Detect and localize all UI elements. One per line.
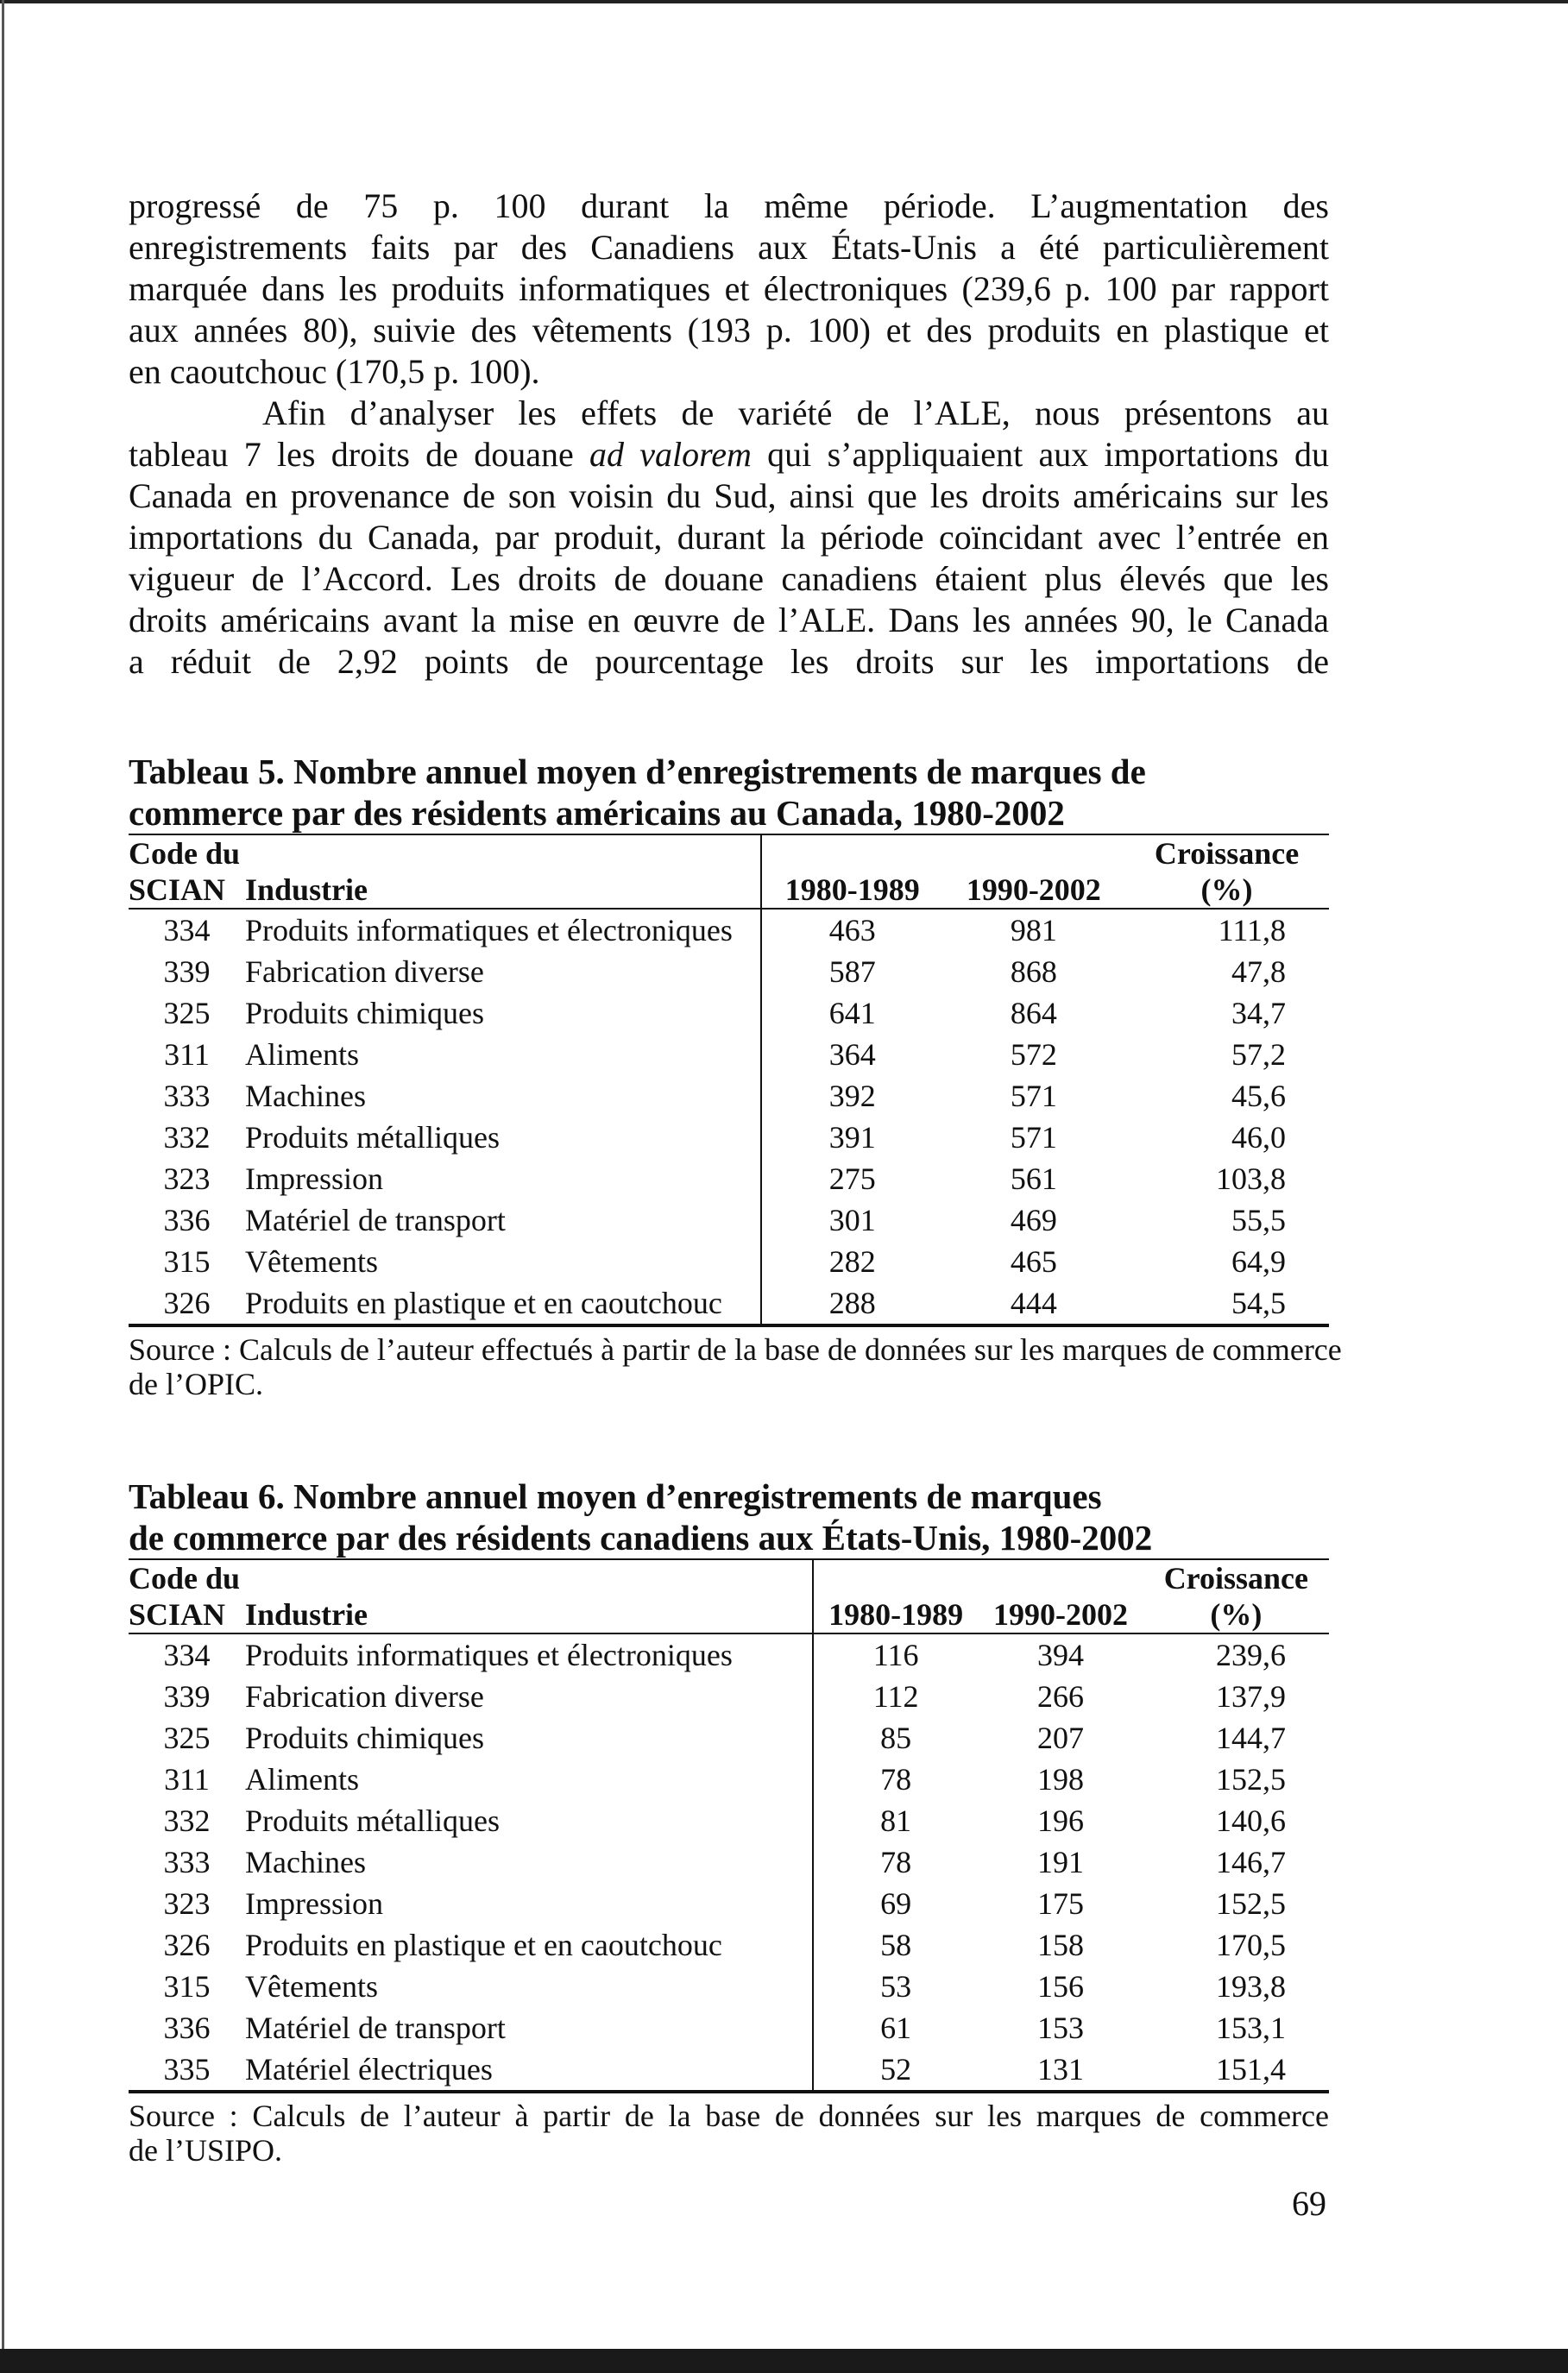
text-line: Afin d’analyser les effets de variété de l’ALE, nous présentons au bbox=[262, 393, 1329, 432]
table-row bbox=[129, 1241, 1329, 1282]
cell-growth: 103,8 bbox=[1216, 1161, 1286, 1196]
header-industry: Industrie bbox=[245, 1596, 813, 1633]
table-title: de commerce par des résidents canadiens aux États-Unis, 1980-2002 bbox=[129, 1518, 1153, 1558]
table-row bbox=[129, 1883, 1329, 1924]
cell-growth: 47,8 bbox=[1231, 954, 1286, 989]
table-row bbox=[129, 1924, 1329, 1966]
paragraph-2 bbox=[129, 393, 1329, 683]
table-row bbox=[129, 1717, 1329, 1759]
text-line: aux années 80), suivie des vêtements (193 p. 100) et des produits en plastique et bbox=[129, 311, 1329, 349]
cell-industry: Machines bbox=[245, 1075, 761, 1117]
text-line bbox=[129, 434, 1329, 475]
cell-period-2: 864 bbox=[1010, 996, 1057, 1030]
cell-period-1: 301 bbox=[828, 1203, 876, 1237]
divider bbox=[129, 2090, 1329, 2093]
table-title: commerce par des résidents américains au Canada, 1980-2002 bbox=[129, 793, 1065, 833]
text-segment: qui s’appliquaient aux importations du bbox=[751, 435, 1329, 474]
cell-growth: 193,8 bbox=[1216, 1969, 1286, 2004]
cell-industry: Produits chimiques bbox=[245, 992, 761, 1034]
cell-code: 334 bbox=[163, 913, 211, 947]
text-line: a réduit de 2,92 points de pourcentage les droits sur les importations de bbox=[129, 642, 1329, 681]
table-row bbox=[129, 1282, 1329, 1324]
cell-code: 326 bbox=[163, 1928, 211, 1962]
cell-industry: Produits informatiques et électroniques bbox=[245, 909, 761, 951]
italic-term: ad valorem bbox=[589, 435, 752, 474]
cell-industry: Matériel électriques bbox=[245, 2049, 813, 2090]
text-segment: tableau 7 les droits de douane bbox=[129, 435, 590, 474]
cell-period-1: 641 bbox=[828, 996, 876, 1030]
cell-industry: Vêtements bbox=[245, 1241, 761, 1282]
cell-period-2: 153 bbox=[1037, 2011, 1085, 2045]
cell-period-2: 572 bbox=[1010, 1037, 1057, 1072]
cell-period-2: 394 bbox=[1037, 1638, 1085, 1672]
table-header-row bbox=[129, 1560, 1329, 1596]
cell-period-1: 85 bbox=[880, 1721, 912, 1755]
text-line: enregistrements faits par des Canadiens aux États-Unis a été particulièrement bbox=[129, 228, 1329, 267]
cell-growth: 111,8 bbox=[1218, 913, 1286, 947]
cell-industry: Matériel de transport bbox=[245, 2007, 813, 2049]
cell-period-1: 288 bbox=[828, 1286, 876, 1320]
cell-growth: 146,7 bbox=[1216, 1845, 1286, 1879]
cell-period-1: 587 bbox=[828, 954, 876, 989]
table-header-row bbox=[129, 835, 1329, 872]
cell-period-2: 158 bbox=[1037, 1928, 1085, 1962]
cell-growth: 152,5 bbox=[1216, 1762, 1286, 1797]
cell-period-2: 868 bbox=[1010, 954, 1057, 989]
table-row bbox=[129, 2049, 1329, 2090]
cell-period-2: 981 bbox=[1010, 913, 1057, 947]
table-row bbox=[129, 1199, 1329, 1241]
header-growth: Croissance bbox=[1154, 836, 1300, 871]
cell-industry: Matériel de transport bbox=[245, 1199, 761, 1241]
table-row bbox=[129, 951, 1329, 992]
cell-period-2: 444 bbox=[1010, 1286, 1057, 1320]
text-line: en caoutchouc (170,5 p. 100). bbox=[129, 352, 540, 391]
cell-period-1: 69 bbox=[880, 1886, 912, 1921]
source-line: Source : Calculs de l’auteur à partir de la base de données sur les marques de commerce bbox=[129, 2099, 1329, 2133]
table-row bbox=[129, 1158, 1329, 1199]
text-line: importations du Canada, par produit, durant la période coïncidant avec l’entrée en bbox=[129, 518, 1329, 557]
header-period-1: 1980-1989 bbox=[828, 1597, 964, 1632]
cell-period-2: 469 bbox=[1010, 1203, 1057, 1237]
cell-period-2: 571 bbox=[1010, 1079, 1057, 1113]
cell-period-1: 53 bbox=[880, 1969, 912, 2004]
cell-growth: 54,5 bbox=[1231, 1286, 1286, 1320]
header-code: SCIAN bbox=[129, 1597, 226, 1632]
cell-growth: 55,5 bbox=[1231, 1203, 1286, 1237]
cell-period-2: 175 bbox=[1037, 1886, 1085, 1921]
cell-period-1: 61 bbox=[880, 2011, 912, 2045]
cell-period-2: 465 bbox=[1010, 1244, 1057, 1279]
source-line: Source : Calculs de l’auteur effectués à partir de la base de données sur les marques de commerce bbox=[129, 1332, 1342, 1367]
table-row bbox=[129, 1759, 1329, 1800]
cell-industry: Aliments bbox=[245, 1759, 813, 1800]
cell-code: 334 bbox=[163, 1638, 211, 1672]
cell-industry: Impression bbox=[245, 1883, 813, 1924]
table-title: Tableau 6. Nombre annuel moyen d’enregistrements de marques bbox=[129, 1476, 1102, 1516]
table-row bbox=[129, 1075, 1329, 1117]
cell-industry: Machines bbox=[245, 1841, 813, 1883]
text-line: marquée dans les produits informatiques et électroniques (239,6 p. 100 par rapport bbox=[129, 269, 1329, 308]
header-growth: (%) bbox=[1210, 1597, 1263, 1632]
scan-edge-bottom bbox=[0, 2349, 1568, 2373]
cell-period-1: 275 bbox=[828, 1161, 876, 1196]
cell-growth: 170,5 bbox=[1216, 1928, 1286, 1962]
cell-industry: Fabrication diverse bbox=[245, 1676, 813, 1717]
text-line: vigueur de l’Accord. Les droits de douane canadiens étaient plus élevés que les bbox=[129, 559, 1329, 598]
cell-code: 336 bbox=[163, 2011, 211, 2045]
table-row bbox=[129, 2007, 1329, 2049]
table-source bbox=[129, 2099, 1329, 2168]
cell-code: 339 bbox=[163, 954, 211, 989]
cell-period-1: 463 bbox=[828, 913, 876, 947]
header-growth: (%) bbox=[1200, 872, 1253, 907]
cell-period-2: 207 bbox=[1037, 1721, 1085, 1755]
cell-period-1: 282 bbox=[828, 1244, 876, 1279]
cell-code: 323 bbox=[163, 1886, 211, 1921]
cell-growth: 151,4 bbox=[1216, 2052, 1286, 2087]
cell-period-1: 81 bbox=[880, 1803, 912, 1838]
cell-period-2: 196 bbox=[1037, 1803, 1085, 1838]
header-growth: Croissance bbox=[1163, 1561, 1309, 1596]
cell-growth: 64,9 bbox=[1231, 1244, 1286, 1279]
cell-period-2: 266 bbox=[1037, 1679, 1085, 1714]
data-table bbox=[129, 1560, 1329, 2090]
scan-edge-top bbox=[0, 0, 1568, 3]
cell-growth: 144,7 bbox=[1216, 1721, 1286, 1755]
cell-period-1: 58 bbox=[880, 1928, 912, 1962]
cell-code: 315 bbox=[163, 1969, 211, 2004]
cell-period-2: 561 bbox=[1010, 1161, 1057, 1196]
table-header-row bbox=[129, 1596, 1329, 1633]
cell-growth: 34,7 bbox=[1231, 996, 1286, 1030]
data-table bbox=[129, 835, 1329, 1324]
cell-growth: 57,2 bbox=[1231, 1037, 1286, 1072]
cell-code: 323 bbox=[163, 1161, 211, 1196]
table-row bbox=[129, 1633, 1329, 1676]
table-row bbox=[129, 1676, 1329, 1717]
cell-period-1: 78 bbox=[880, 1845, 912, 1879]
divider bbox=[129, 1324, 1329, 1327]
cell-growth: 140,6 bbox=[1216, 1803, 1286, 1838]
header-industry: Industrie bbox=[245, 872, 761, 909]
cell-code: 332 bbox=[163, 1803, 211, 1838]
table-5 bbox=[129, 751, 1342, 1401]
table-title: Tableau 5. Nombre annuel moyen d’enregistrements de marques de bbox=[129, 752, 1146, 791]
cell-period-1: 391 bbox=[828, 1120, 876, 1155]
cell-growth: 46,0 bbox=[1231, 1120, 1286, 1155]
cell-growth: 137,9 bbox=[1216, 1679, 1286, 1714]
table-header-row bbox=[129, 872, 1329, 909]
cell-code: 325 bbox=[163, 1721, 211, 1755]
header-code: Code du bbox=[129, 1561, 241, 1596]
paragraph-1 bbox=[129, 186, 1329, 393]
table-row bbox=[129, 1841, 1329, 1883]
table-row bbox=[129, 992, 1329, 1034]
cell-period-1: 78 bbox=[880, 1762, 912, 1797]
source-line: de l’USIPO. bbox=[129, 2133, 282, 2168]
source-line: de l’OPIC. bbox=[129, 1367, 263, 1401]
cell-period-1: 52 bbox=[880, 2052, 912, 2087]
cell-code: 332 bbox=[163, 1120, 211, 1155]
cell-code: 339 bbox=[163, 1679, 211, 1714]
cell-period-2: 571 bbox=[1010, 1120, 1057, 1155]
cell-period-2: 191 bbox=[1037, 1845, 1085, 1879]
cell-period-2: 198 bbox=[1037, 1762, 1085, 1797]
table-row bbox=[129, 1034, 1329, 1075]
cell-industry: Vêtements bbox=[245, 1966, 813, 2007]
header-code: Code du bbox=[129, 836, 241, 871]
table-row bbox=[129, 909, 1329, 951]
text-line: droits américains avant la mise en œuvre de l’ALE. Dans les années 90, le Canada bbox=[129, 601, 1329, 639]
cell-period-2: 156 bbox=[1037, 1969, 1085, 2004]
cell-code: 315 bbox=[163, 1244, 211, 1279]
cell-period-1: 112 bbox=[872, 1679, 919, 1714]
cell-period-2: 131 bbox=[1037, 2052, 1085, 2087]
cell-period-1: 364 bbox=[828, 1037, 876, 1072]
cell-growth: 45,6 bbox=[1231, 1079, 1286, 1113]
header-period-2: 1990-2002 bbox=[993, 1597, 1129, 1632]
cell-code: 325 bbox=[163, 996, 211, 1030]
table-row bbox=[129, 1800, 1329, 1841]
text-line: progressé de 75 p. 100 durant la même période. L’augmentation des bbox=[129, 186, 1329, 225]
table-row bbox=[129, 1117, 1329, 1158]
cell-industry: Produits métalliques bbox=[245, 1800, 813, 1841]
cell-growth: 153,1 bbox=[1216, 2011, 1286, 2045]
cell-industry: Impression bbox=[245, 1158, 761, 1199]
cell-code: 336 bbox=[163, 1203, 211, 1237]
cell-code: 333 bbox=[163, 1079, 211, 1113]
header-period-1: 1980-1989 bbox=[784, 872, 920, 907]
cell-code: 335 bbox=[163, 2052, 211, 2087]
cell-industry: Produits en plastique et en caoutchouc bbox=[245, 1924, 813, 1966]
cell-industry: Produits en plastique et en caoutchouc bbox=[245, 1282, 761, 1324]
header-code: SCIAN bbox=[129, 872, 226, 907]
table-source bbox=[129, 1332, 1342, 1401]
cell-industry: Produits chimiques bbox=[245, 1717, 813, 1759]
scan-edge-left bbox=[2, 0, 4, 2373]
cell-code: 333 bbox=[163, 1845, 211, 1879]
header-period-2: 1990-2002 bbox=[966, 872, 1101, 907]
cell-code: 311 bbox=[164, 1762, 210, 1797]
cell-period-1: 392 bbox=[828, 1079, 876, 1113]
text-line: Canada en provenance de son voisin du Sud, ainsi que les droits américains sur les bbox=[129, 476, 1329, 515]
cell-industry: Produits informatiques et électroniques bbox=[245, 1633, 813, 1676]
table-row bbox=[129, 1966, 1329, 2007]
cell-code: 311 bbox=[164, 1037, 210, 1072]
page-number: 69 bbox=[1292, 2184, 1326, 2223]
cell-growth: 152,5 bbox=[1216, 1886, 1286, 1921]
cell-industry: Aliments bbox=[245, 1034, 761, 1075]
cell-industry: Produits métalliques bbox=[245, 1117, 761, 1158]
cell-growth: 239,6 bbox=[1216, 1638, 1286, 1672]
table-6 bbox=[129, 1476, 1329, 2168]
cell-code: 326 bbox=[163, 1286, 211, 1320]
cell-industry: Fabrication diverse bbox=[245, 951, 761, 992]
cell-period-1: 116 bbox=[872, 1638, 919, 1672]
